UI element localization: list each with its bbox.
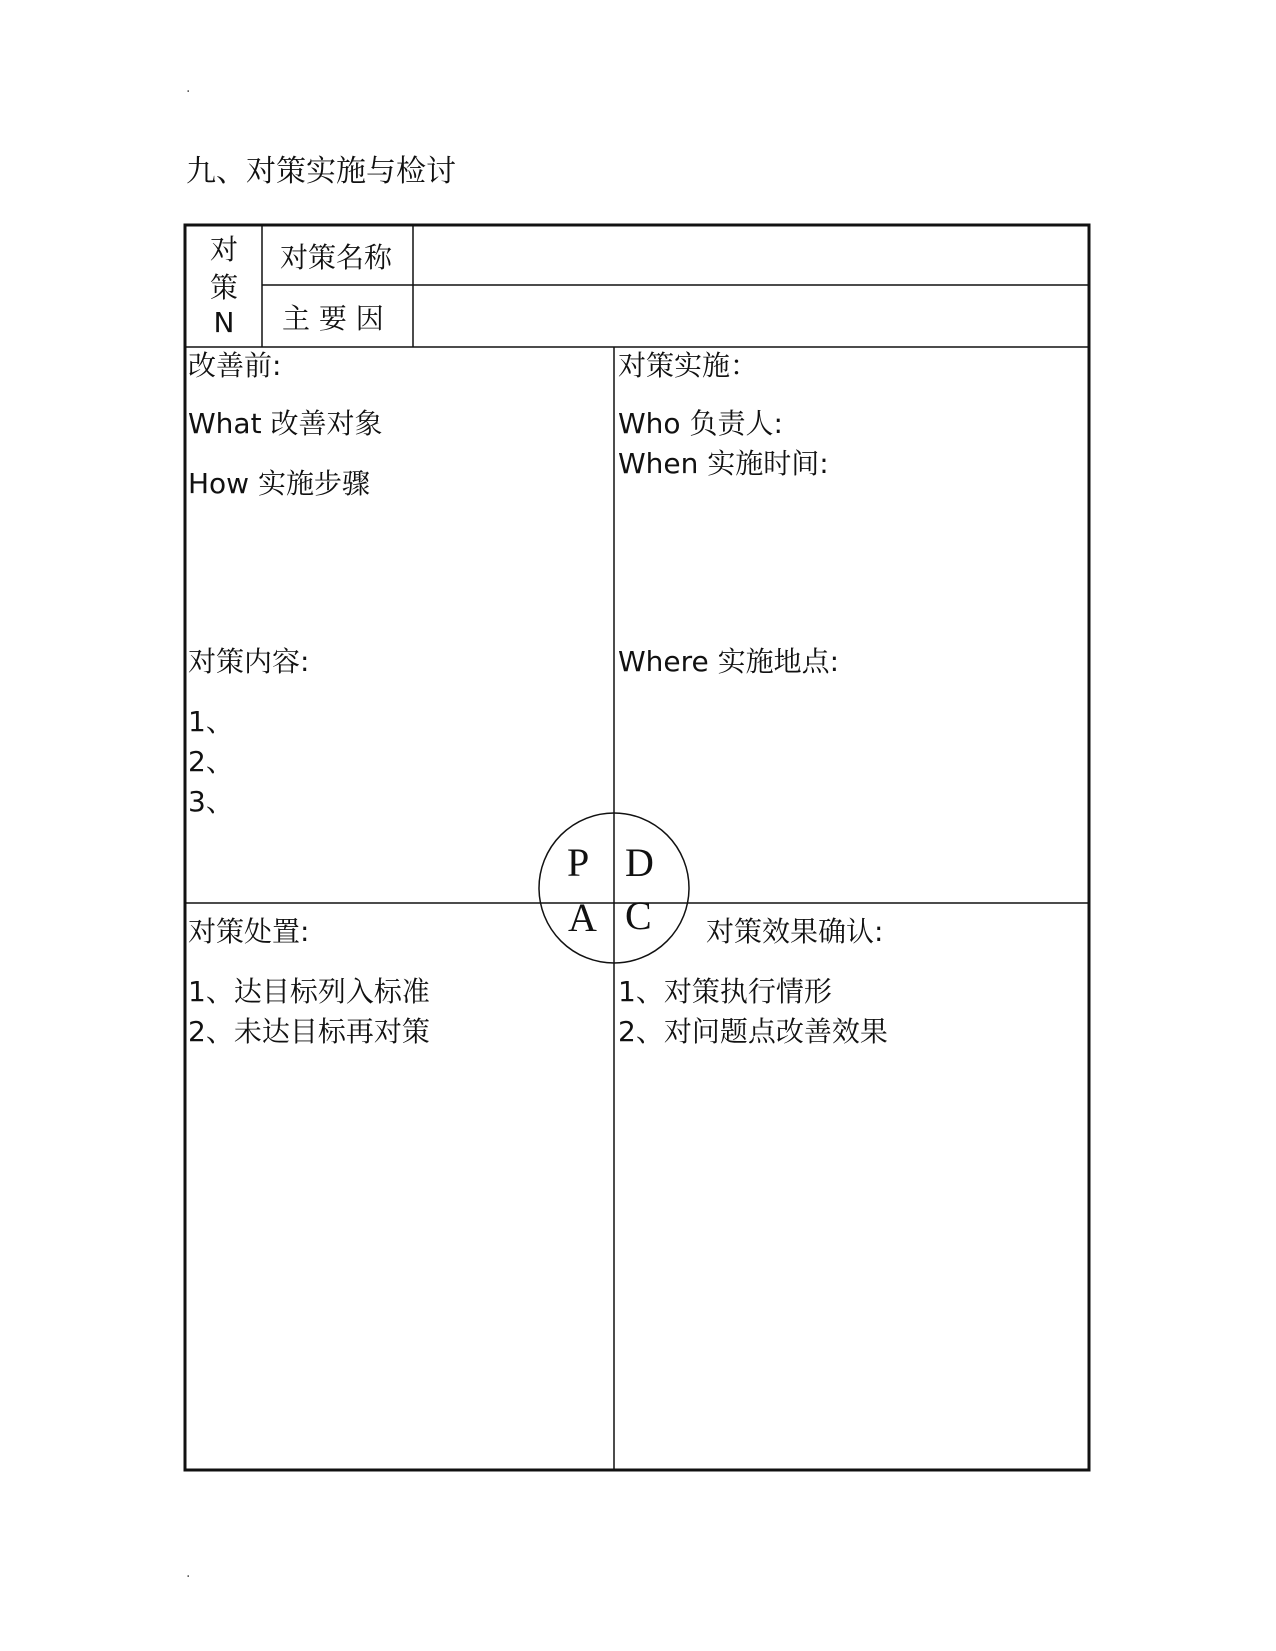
main-cause-label: 主 要 因 — [282, 302, 384, 335]
do-who: Who 负责人: — [618, 407, 783, 440]
section-title: 九、对策实施与检讨 — [186, 154, 456, 189]
plan-how: How 实施步骤 — [188, 467, 370, 500]
countermeasure-name-label: 对策名称 — [280, 241, 393, 274]
page-marker-bottom: . — [186, 1565, 191, 1581]
pdca-p-label: P — [567, 840, 590, 885]
check-heading: 对策效果确认: — [706, 915, 884, 948]
act-item-1: 1、达目标列入标准 — [188, 975, 430, 1008]
check-item-1: 1、对策执行情形 — [618, 975, 832, 1008]
pdca-a-label: A — [568, 895, 597, 940]
plan-item-1: 1、 — [188, 705, 234, 738]
act-heading: 对策处置: — [188, 915, 310, 948]
pdca-d-label: D — [625, 840, 654, 885]
pdca-c-label: C — [625, 893, 652, 938]
plan-item-2: 2、 — [188, 745, 234, 778]
do-when: When 实施时间: — [618, 447, 829, 480]
plan-content-heading: 对策内容: — [188, 645, 310, 678]
plan-what: What 改善对象 — [188, 407, 383, 440]
side-label-2: 策 — [209, 271, 238, 304]
plan-item-3: 3、 — [188, 785, 234, 818]
check-item-2: 2、对问题点改善效果 — [618, 1015, 888, 1048]
do-heading: 对策实施： — [618, 349, 759, 382]
side-label-3: N — [213, 306, 235, 339]
do-where: Where 实施地点: — [618, 645, 840, 678]
plan-heading: 改善前: — [188, 349, 282, 382]
page-marker-top: . — [186, 80, 191, 96]
side-label-1: 对 — [209, 233, 238, 266]
act-item-2: 2、未达目标再对策 — [188, 1015, 430, 1048]
